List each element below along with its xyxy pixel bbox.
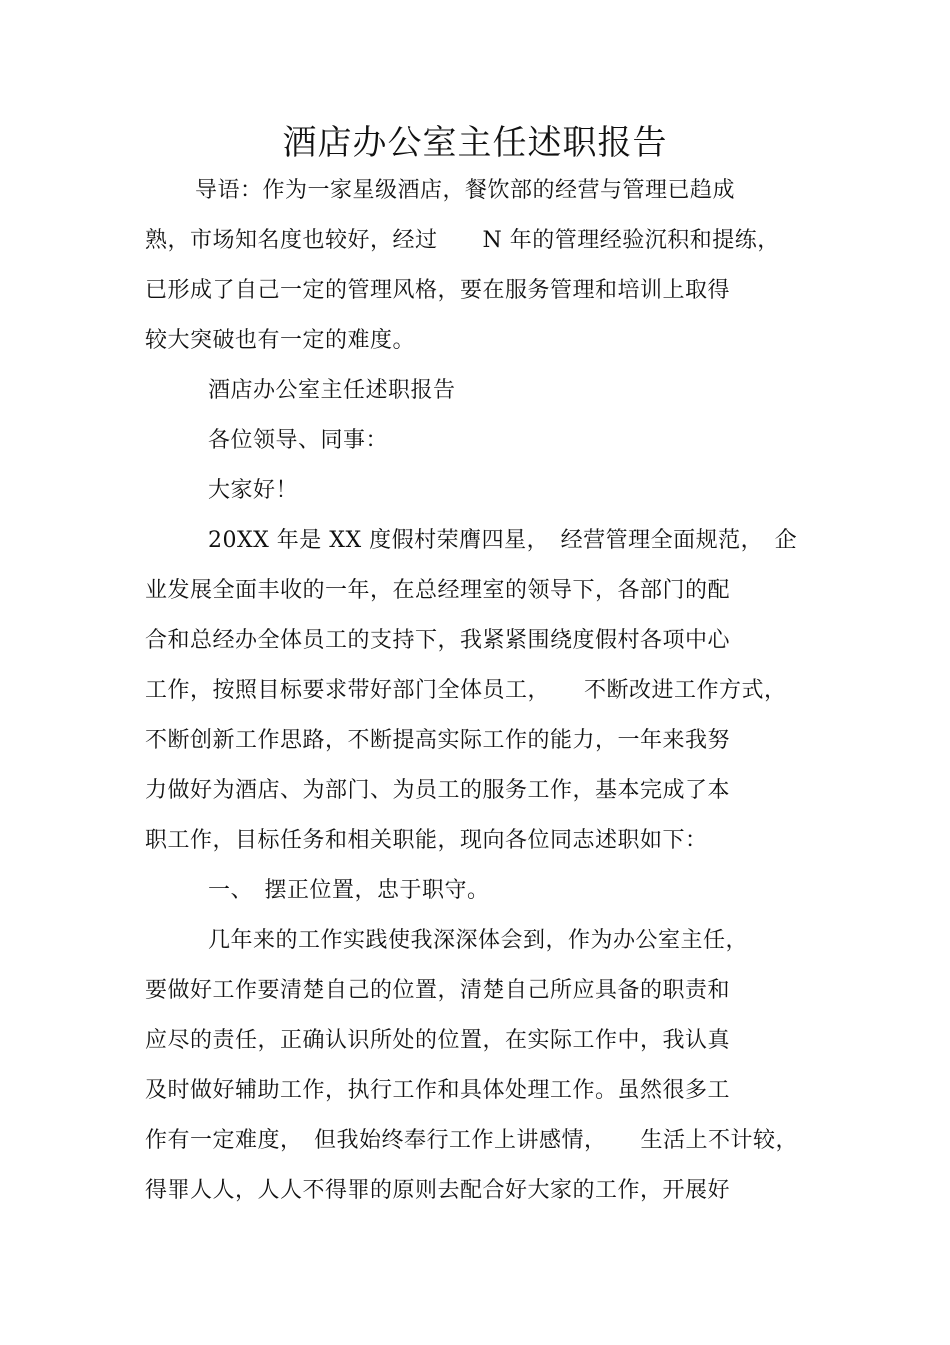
paragraph-line: 工作，按照目标要求带好部门全体员工， 不断改进工作方式， — [145, 678, 787, 703]
paragraph-line: 20XX 年是 XX 度假村荣膺四星， 经营管理全面规范， 企 — [208, 528, 798, 553]
paragraph-line: 力做好为酒店、为部门、为员工的服务工作，基本完成了本 — [145, 778, 731, 803]
paragraph-line: 较大突破也有一定的难度。 — [145, 328, 416, 353]
paragraph-line: 业发展全面丰收的一年，在总经理室的领导下，各部门的配 — [145, 578, 731, 603]
paragraph-line: 职工作，目标任务和相关职能，现向各位同志述职如下： — [145, 828, 708, 853]
paragraph-line: 酒店办公室主任述职报告 — [208, 378, 456, 403]
paragraph-line: 及时做好辅助工作，执行工作和具体处理工作。虽然很多工 — [145, 1078, 731, 1103]
paragraph-line: 合和总经办全体员工的支持下，我紧紧围绕度假村各项中心 — [145, 628, 731, 653]
paragraph-line: 作有一定难度， 但我始终奉行工作上讲感情， 生活上不计较， — [145, 1128, 799, 1153]
paragraph-line: 熟，市场知名度也较好，经过 N 年的管理经验沉积和提练， — [145, 228, 780, 253]
paragraph-line: 应尽的责任，正确认识所处的位置，在实际工作中，我认真 — [145, 1028, 731, 1053]
section-heading: 一、 摆正位置，忠于职守。 — [208, 878, 490, 903]
document-title: 酒店办公室主任述职报告 — [282, 123, 668, 163]
paragraph-line: 不断创新工作思路，不断提高实际工作的能力，一年来我努 — [145, 728, 731, 753]
paragraph-line: 得罪人人，人人不得罪的原则去配合好大家的工作，开展好 — [145, 1178, 731, 1203]
paragraph-line: 几年来的工作实践使我深深体会到，作为办公室主任， — [208, 928, 749, 953]
paragraph-line: 各位领导、同事： — [208, 428, 389, 453]
paragraph-line: 导语：作为一家星级酒店，餐饮部的经营与管理已趋成 — [195, 178, 736, 203]
paragraph-line: 大家好！ — [208, 478, 299, 503]
paragraph-line: 已形成了自己一定的管理风格，要在服务管理和培训上取得 — [145, 278, 731, 303]
paragraph-line: 要做好工作要清楚自己的位置，清楚自己所应具备的职责和 — [145, 978, 731, 1003]
